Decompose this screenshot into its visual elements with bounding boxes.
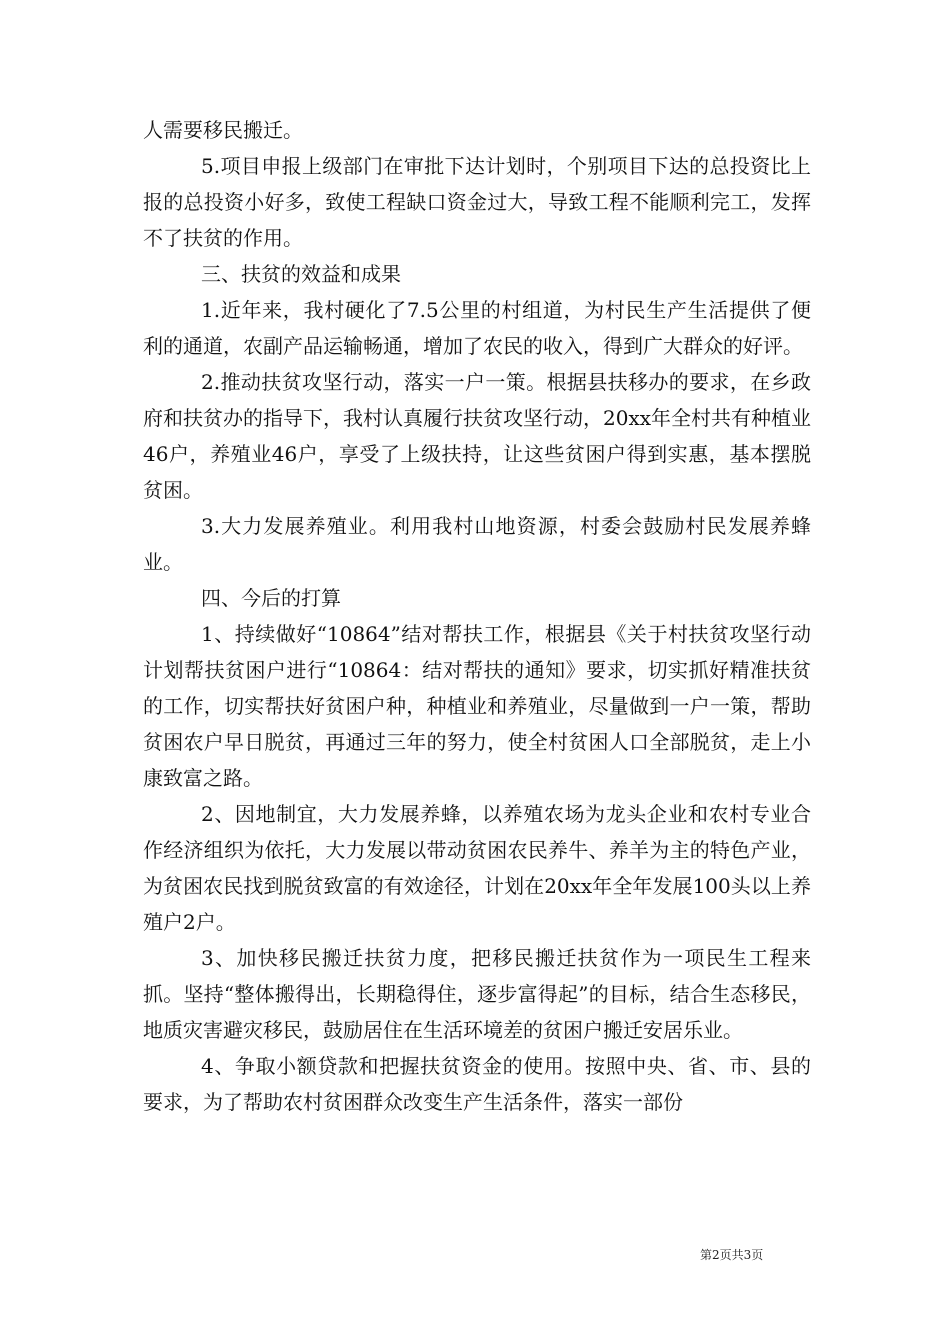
document-body (143, 112, 811, 1120)
paragraph-plan-4: 4、争取小额贷款和把握扶贫资金的使用。按照中央、省、市、县的要求，为了帮助农村贫困群众改变生产生活条件，落实一部份 (143, 1054, 811, 1114)
paragraph-result-3: 3.大力发展养殖业。利用我村山地资源，村委会鼓励村民发展养蜂业。 (143, 514, 811, 574)
paragraph-result-1: 1.近年来，我村硬化了7.5公里的村组道，为村民生产生活提供了便利的通道，农副产品运输畅通，增加了农民的收入，得到广大群众的好评。 (143, 298, 811, 358)
page-number-footer: 第2页共3页 (700, 1248, 764, 1262)
paragraph-item-5: 5.项目申报上级部门在审批下达计划时，个别项目下达的总投资比上报的总投资小好多，致使工程缺口资金过大，导致工程不能顺利完工，发挥不了扶贫的作用。 (143, 154, 811, 250)
paragraph-plan-2: 2、因地制宜，大力发展养蜂，以养殖农场为龙头企业和农村专业合作经济组织为依托，大力发展以带动贫困农民养牛、养羊为主的特色产业，为贫困农民找到脱贫致富的有效途径，计划在20xx年全年发展100头以上养殖户2户。 (143, 802, 811, 934)
section-heading-3: 三、扶贫的效益和成果 (201, 262, 401, 286)
paragraph-plan-3: 3、加快移民搬迁扶贫力度，把移民搬迁扶贫作为一项民生工程来抓。坚持“整体搬得出，长期稳得住，逐步富得起”的目标，结合生态移民，地质灾害避灾移民，鼓励居住在生活环境差的贫困户搬迁安居乐业。 (143, 946, 811, 1042)
paragraph-continuation: 人需要移民搬迁。 (143, 118, 303, 142)
paragraph-result-2: 2.推动扶贫攻坚行动，落实一户一策。根据县扶移办的要求，在乡政府和扶贫办的指导下，我村认真履行扶贫攻坚行动，20xx年全村共有种植业46户，养殖业46户，享受了上级扶持，让这些贫困户得到实惠，基本摆脱贫困。 (143, 370, 812, 502)
section-heading-4: 四、今后的打算 (201, 586, 341, 610)
paragraph-plan-1: 1、持续做好“10864”结对帮扶工作，根据县《关于村扶贫攻坚行动计划帮扶贫困户进行“10864：结对帮扶的通知》要求，切实抓好精准扶贫的工作，切实帮扶好贫困户种，种植业和养殖业，尽量做到一户一策，帮助贫困农户早日脱贫，再通过三年的努力，使全村贫困人口全部脱贫，走上小康致富之路。 (143, 622, 811, 790)
